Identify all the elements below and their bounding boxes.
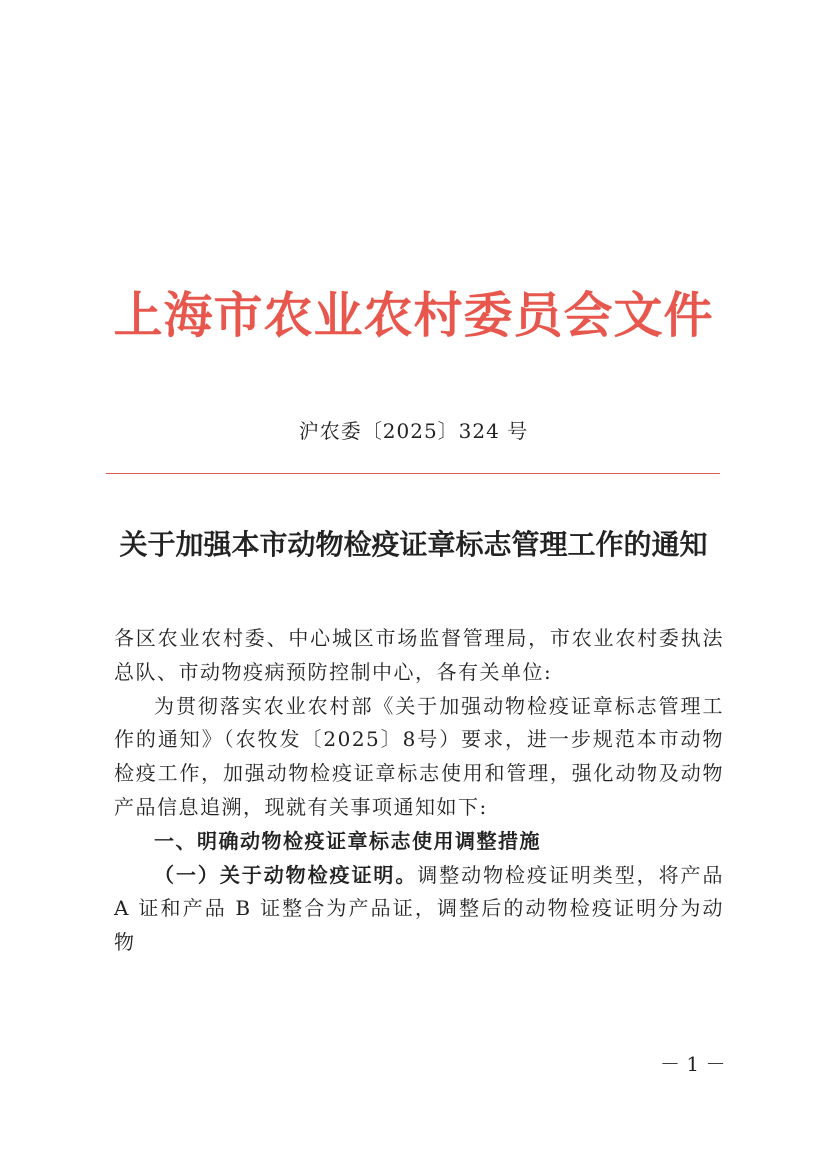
red-divider-line [106, 473, 720, 474]
agency-red-header: 上海市农业农村委员会文件 [113, 286, 714, 344]
item-text: 调整动物检疫证明类型，将产品 A 证和产品 B 证整合为产品证，调整后的动物检疫证明分为动物 [114, 862, 725, 955]
document-title: 关于加强本市动物检疫证章标志管理工作的通知 [119, 528, 708, 561]
document-body [114, 622, 724, 960]
item-lead: （一）关于动物检疫证明。 [154, 862, 418, 887]
page-number: － 1 － [660, 1052, 726, 1076]
section-heading: 一、明确动物检疫证章标志使用调整措施 [154, 828, 541, 853]
item-paragraph [114, 859, 724, 960]
addressees-paragraph: 各区农业农村委、中心城区市场监督管理局，市农业农村委执法总队、市动物疫病预防控制中心，各有关单位: [114, 626, 724, 684]
document-number: 沪农委〔2025〕324 号 [298, 419, 529, 443]
intro-paragraph: 为贯彻落实农业农村部《关于加强动物检疫证章标志管理工作的通知》（农牧发〔2025〕8号）要求，进一步规范本市动物检疫工作，加强动物检疫证章标志使用和管理，强化动物及动物产品信息追溯，现就有关事项通知如下: [114, 693, 724, 819]
